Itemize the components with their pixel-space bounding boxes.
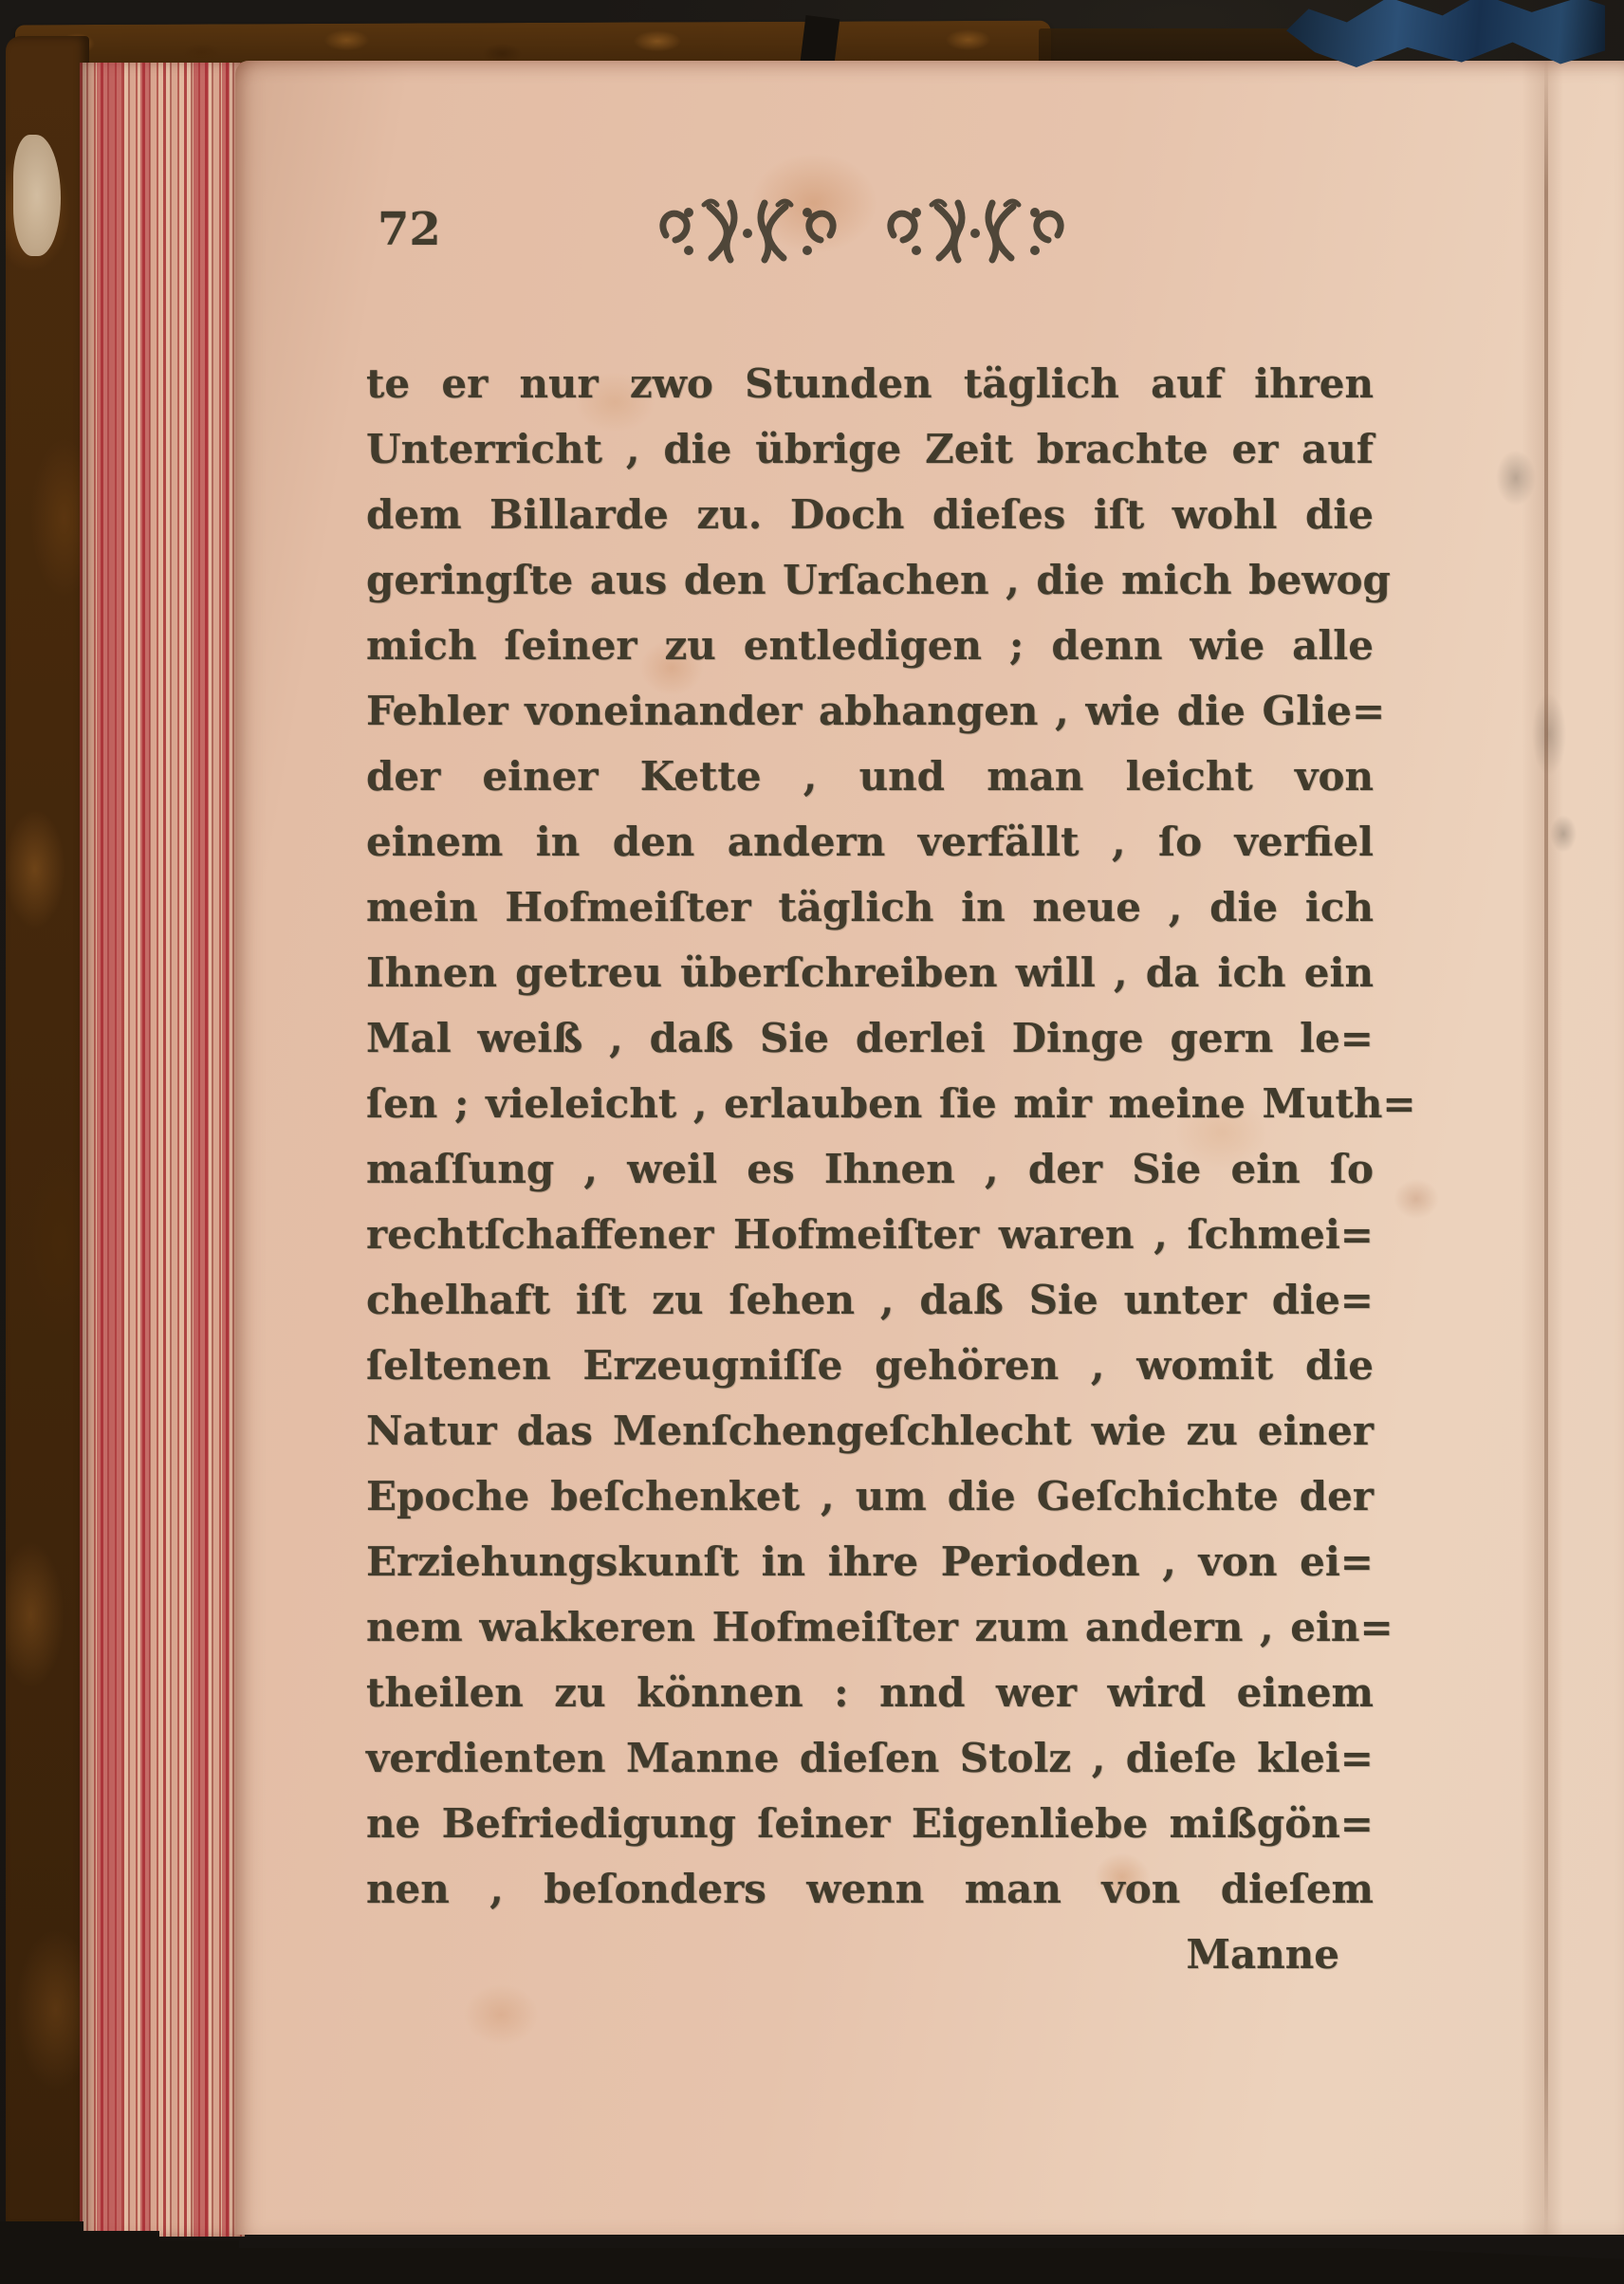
text-line: Natur das Menſchengeſchlecht wie zu einer bbox=[366, 1408, 1374, 1454]
text-line: verdienten Manne dieſen Stolz , dieſe klei= bbox=[366, 1735, 1374, 1781]
text-line: rechtſchaffener Hofmeiſter waren , ſchmei= bbox=[366, 1211, 1374, 1258]
book-cover-left-board bbox=[6, 36, 89, 2229]
text-line: te er nur zwo Stunden täglich auf ihren bbox=[366, 360, 1374, 407]
text-line: mich ſeiner zu entledigen ; denn wie alle bbox=[366, 622, 1374, 669]
gutter-crease bbox=[1544, 61, 1548, 2235]
book-page bbox=[235, 61, 1624, 2235]
text-line: der einer Kette , und man leicht von bbox=[366, 753, 1374, 800]
red-sprinkled-page-edges bbox=[80, 63, 245, 2237]
text-line: Erziehungskunſt in ihre Perioden , von ei= bbox=[366, 1538, 1374, 1585]
page-number: 72 bbox=[378, 203, 441, 256]
fleuron-ornament-icon bbox=[878, 195, 1073, 267]
text-line: ne Befriedigung ſeiner Eigenliebe mißgön= bbox=[366, 1800, 1374, 1847]
text-line: nen , beſonders wenn man von dieſem bbox=[366, 1866, 1374, 1912]
text-line: ſeltenen Erzeugniſſe gehören , womit die bbox=[366, 1342, 1374, 1389]
page-edge-stripe bbox=[97, 63, 121, 2237]
text-line: ſen ; vieleicht , erlauben ſie mir meine Muth= bbox=[366, 1080, 1416, 1127]
cover-worn-patch bbox=[13, 135, 61, 256]
page-edge-stripe bbox=[222, 63, 230, 2237]
text-line: Mal weiß , daß Sie derlei Dinge gern le= bbox=[366, 1015, 1374, 1061]
catchword: Manne bbox=[1186, 1931, 1339, 1978]
text-line: geringſte aus den Urſachen , die mich bewog bbox=[366, 557, 1391, 603]
text-line: theilen zu können : nnd wer wird einem bbox=[366, 1669, 1374, 1716]
text-line: maſſung , weil es Ihnen , der Sie ein ſo bbox=[366, 1146, 1374, 1192]
text-line: chelhaft iſt zu ſehen , daß Sie unter die= bbox=[366, 1277, 1374, 1323]
body-text bbox=[366, 351, 1416, 1987]
gutter-crease-shadow bbox=[1522, 61, 1563, 2235]
text-line: mein Hofmeiſter täglich in neue , die ich bbox=[366, 884, 1374, 930]
page-edge-stripe bbox=[140, 63, 150, 2237]
text-line: Unterricht , die übrige Zeit brachte er auf bbox=[366, 426, 1374, 472]
text-line: dem Billarde zu. Doch dieſes iſt wohl die bbox=[366, 491, 1374, 538]
fleuron-ornament-icon bbox=[651, 195, 845, 267]
page-edge-stripe bbox=[194, 63, 209, 2237]
text-line: nem wakkeren Hofmeiſter zum andern , ein= bbox=[366, 1604, 1393, 1650]
text-line: Epoche beſchenket , um die Geſchichte der bbox=[366, 1473, 1374, 1520]
text-line: Ihnen getreu überſchreiben will , da ich ein bbox=[366, 949, 1374, 996]
text-line: Fehler voneinander abhangen , wie die Glie= bbox=[366, 688, 1386, 734]
text-line: einem in den andern verfällt , ſo verfiel bbox=[366, 819, 1374, 865]
